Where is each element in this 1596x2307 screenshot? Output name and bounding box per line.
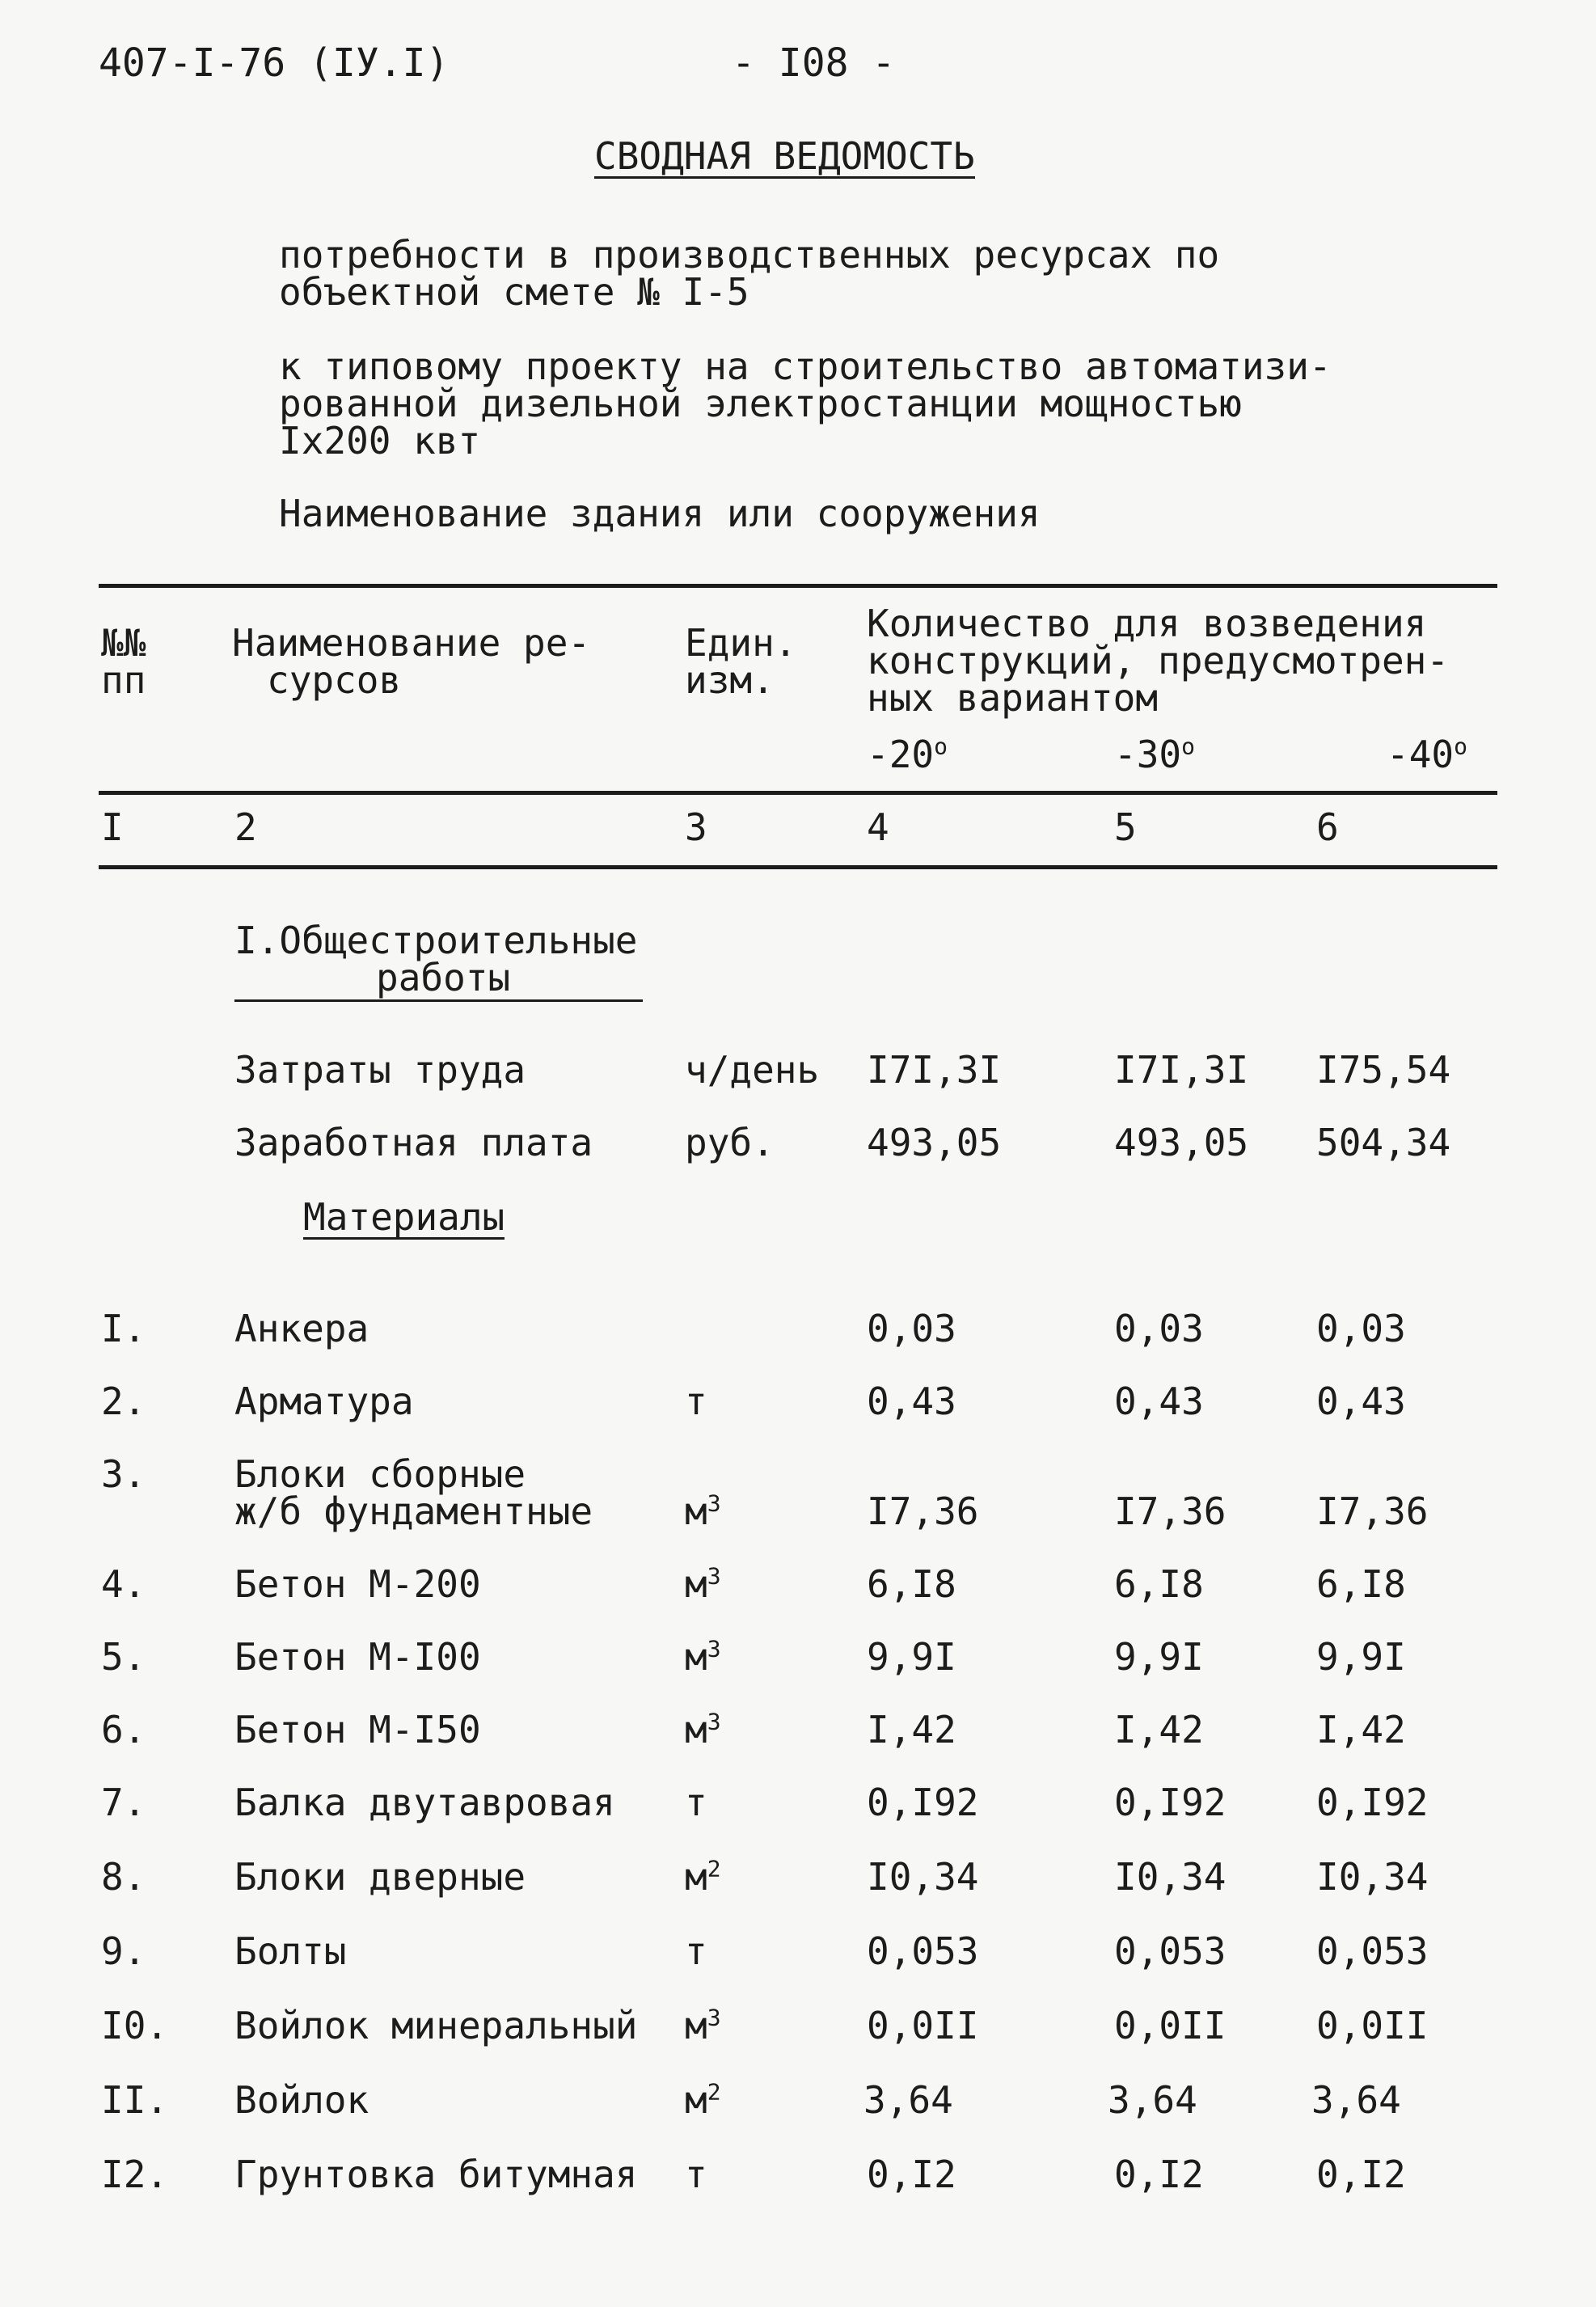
material-3-v40: I7,36 — [1316, 1489, 1429, 1533]
material-7-number: 7. — [101, 1781, 146, 1824]
variant-minus-20: -20$^o$ — [867, 733, 948, 776]
summary-row-wages-v30: 493,05 — [1114, 1121, 1249, 1164]
material-3-unit: $м^3$ — [685, 1489, 721, 1533]
material-6-name: Бетон М-I50 — [234, 1708, 481, 1751]
material-11-unit: $м^2$ — [685, 2078, 721, 2122]
material-3-name-line-2: ж/б фундаментные — [234, 1489, 593, 1533]
variant-minus-30: -30$^o$ — [1114, 733, 1195, 776]
col-header-quantity-line-2: конструкций, предусмотрен- — [867, 639, 1450, 682]
material-2-name: Арматура — [234, 1380, 414, 1423]
material-5-unit: $м^3$ — [685, 1635, 721, 1679]
material-4-unit: $м^3$ — [685, 1562, 721, 1606]
col-header-quantity-line-1: Количество для возведения — [867, 602, 1427, 645]
material-8-unit: $м^2$ — [685, 1855, 721, 1899]
summary-row-wages-v20: 493,05 — [867, 1121, 1002, 1164]
material-5-number: 5. — [101, 1635, 146, 1679]
table-header-rule — [99, 791, 1497, 795]
material-6-v20: I,42 — [867, 1708, 956, 1751]
building-name-label: Наименование здания или сооружения — [279, 492, 1041, 535]
material-1-number: I. — [101, 1307, 146, 1350]
material-8-v40: I0,34 — [1316, 1855, 1429, 1899]
material-7-name: Балка двутавровая — [234, 1781, 615, 1824]
summary-row-labor-name: Затраты труда — [234, 1048, 526, 1092]
material-10-v20: 0,0II — [867, 2004, 979, 2047]
material-5-v40: 9,9I — [1316, 1635, 1406, 1679]
variant-minus-40: -40$^o$ — [1387, 733, 1467, 776]
material-3-number: 3. — [101, 1452, 146, 1496]
summary-row-wages-unit: руб. — [685, 1121, 775, 1164]
material-3-name-line-1: Блоки сборные — [234, 1452, 526, 1496]
material-2-unit: т — [685, 1380, 707, 1423]
material-2-v40: 0,43 — [1316, 1380, 1406, 1423]
project-line-2: рованной дизельной электростанции мощностью — [279, 382, 1242, 425]
material-1-v20: 0,03 — [867, 1307, 956, 1350]
document-code: 407-I-76 (IУ.I) — [99, 40, 450, 86]
material-12-unit: т — [685, 2153, 707, 2196]
material-12-v30: 0,I2 — [1114, 2153, 1204, 2196]
material-11-v30: 3,64 — [1108, 2078, 1197, 2122]
summary-row-wages-name: Заработная плата — [234, 1121, 593, 1164]
material-5-v20: 9,9I — [867, 1635, 956, 1679]
material-6-number: 6. — [101, 1708, 146, 1751]
project-line-1: к типовому проекту на строительство автоматизи- — [279, 344, 1332, 388]
material-7-v30: 0,I92 — [1114, 1781, 1227, 1824]
material-2-v30: 0,43 — [1114, 1380, 1204, 1423]
material-11-v20: 3,64 — [863, 2078, 953, 2122]
material-12-number: I2. — [101, 2153, 169, 2196]
material-2-number: 2. — [101, 1380, 146, 1423]
material-11-v40: 3,64 — [1311, 2078, 1401, 2122]
material-4-v30: 6,I8 — [1114, 1562, 1204, 1606]
material-10-number: I0. — [101, 2004, 169, 2047]
col-header-name-line-1: Наименование ре- — [232, 621, 591, 665]
material-12-v40: 0,I2 — [1316, 2153, 1406, 2196]
material-1-name: Анкера — [234, 1307, 369, 1350]
material-9-name: Болты — [234, 1929, 347, 1973]
table-top-rule — [99, 584, 1497, 588]
col-number-1: I — [101, 805, 124, 849]
material-10-unit: $м^3$ — [685, 2004, 721, 2047]
page-number: - I08 - — [732, 40, 896, 86]
material-9-v30: 0,053 — [1114, 1929, 1227, 1973]
summary-row-labor-v30: I7I,3I — [1114, 1048, 1249, 1092]
section-title-underline — [234, 999, 643, 1002]
col-number-5: 5 — [1114, 805, 1137, 849]
materials-heading: Материалы — [303, 1195, 505, 1239]
summary-row-labor-v20: I7I,3I — [867, 1048, 1002, 1092]
col-header-unit-line-1: Един. — [685, 621, 797, 665]
col-header-quantity-line-3: ных вариантом — [867, 676, 1159, 720]
material-9-v40: 0,053 — [1316, 1929, 1429, 1973]
subtitle-line-1: потребности в производственных ресурсах по — [279, 233, 1220, 277]
material-7-v20: 0,I92 — [867, 1781, 979, 1824]
summary-row-wages-v40: 504,34 — [1316, 1121, 1451, 1164]
col-number-3: 3 — [685, 805, 707, 849]
material-8-v30: I0,34 — [1114, 1855, 1227, 1899]
material-12-v20: 0,I2 — [867, 2153, 956, 2196]
material-9-v20: 0,053 — [867, 1929, 979, 1973]
summary-row-labor-unit: ч/день — [685, 1048, 820, 1092]
col-header-unit-line-2: изм. — [685, 658, 775, 702]
project-line-3: Iх200 квт — [279, 419, 481, 463]
material-9-number: 9. — [101, 1929, 146, 1973]
material-3-v20: I7,36 — [867, 1489, 979, 1533]
summary-row-labor-v40: I75,54 — [1316, 1048, 1451, 1092]
material-4-v40: 6,I8 — [1316, 1562, 1406, 1606]
material-1-v30: 0,03 — [1114, 1307, 1204, 1350]
material-8-name: Блоки дверные — [234, 1855, 526, 1899]
material-3-v30: I7,36 — [1114, 1489, 1227, 1533]
material-11-number: II. — [101, 2078, 169, 2122]
material-11-name: Войлок — [234, 2078, 369, 2122]
material-6-v40: I,42 — [1316, 1708, 1406, 1751]
section-title-line-2: работы — [376, 956, 511, 999]
material-4-name: Бетон М-200 — [234, 1562, 481, 1606]
material-6-v30: I,42 — [1114, 1708, 1204, 1751]
document-title: СВОДНАЯ ВЕДОМОСТЬ — [594, 134, 975, 178]
material-5-v30: 9,9I — [1114, 1635, 1204, 1679]
col-number-4: 4 — [867, 805, 889, 849]
material-2-v20: 0,43 — [867, 1380, 956, 1423]
material-6-unit: $м^3$ — [685, 1708, 721, 1751]
col-header-name-line-2: сурсов — [267, 658, 402, 702]
material-10-v30: 0,0II — [1114, 2004, 1227, 2047]
material-7-v40: 0,I92 — [1316, 1781, 1429, 1824]
section-title-line-1: I.Общестроительные — [234, 919, 638, 962]
col-number-6: 6 — [1316, 805, 1339, 849]
material-10-v40: 0,0II — [1316, 2004, 1429, 2047]
material-8-number: 8. — [101, 1855, 146, 1899]
subtitle-line-2: объектной смете № I-5 — [279, 270, 749, 314]
col-number-2: 2 — [234, 805, 257, 849]
material-4-number: 4. — [101, 1562, 146, 1606]
material-5-name: Бетон М-I00 — [234, 1635, 481, 1679]
material-8-v20: I0,34 — [867, 1855, 979, 1899]
col-header-number-line-1: №№ — [101, 621, 146, 665]
material-7-unit: т — [685, 1781, 707, 1824]
material-4-v20: 6,I8 — [867, 1562, 956, 1606]
material-12-name: Грунтовка битумная — [234, 2153, 638, 2196]
table-numbers-rule — [99, 865, 1497, 869]
material-10-name: Войлок минеральный — [234, 2004, 638, 2047]
material-1-v40: 0,03 — [1316, 1307, 1406, 1350]
material-9-unit: т — [685, 1929, 707, 1973]
col-header-number-line-2: пп — [101, 658, 146, 702]
